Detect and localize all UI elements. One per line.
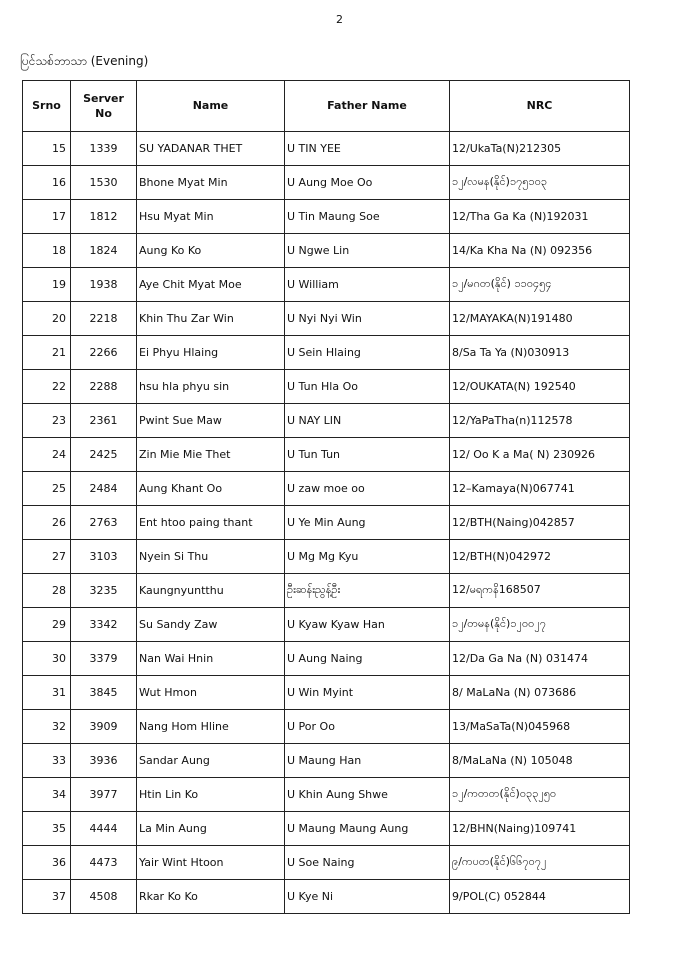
header-server-no [71, 81, 137, 132]
cell-server-no: 2266 [71, 336, 137, 370]
cell-name: Zin Mie Mie Thet [137, 438, 285, 472]
cell-srno: 36 [23, 846, 71, 880]
cell-name: Kaungnyuntthu [137, 574, 285, 608]
table-row [23, 404, 630, 438]
cell-srno: 20 [23, 302, 71, 336]
cell-server-no: 3103 [71, 540, 137, 574]
cell-server-no: 1938 [71, 268, 137, 302]
cell-nrc: 12–Kamaya(N)067741 [450, 472, 630, 506]
cell-name: Nan Wai Hnin [137, 642, 285, 676]
cell-name: Aung Khant Oo [137, 472, 285, 506]
cell-nrc: 14/Ka Kha Na (N) 092356 [450, 234, 630, 268]
table-row [23, 234, 630, 268]
table-row [23, 744, 630, 778]
cell-name: Pwint Sue Maw [137, 404, 285, 438]
cell-server-no: 2361 [71, 404, 137, 438]
table-row [23, 506, 630, 540]
cell-nrc: 12/Da Ga Na (N) 031474 [450, 642, 630, 676]
cell-father-name: U Maung Maung Aung [285, 812, 450, 846]
cell-nrc: 8/ MaLaNa (N) 073686 [450, 676, 630, 710]
page-number: 2 [336, 13, 343, 26]
cell-name: La Min Aung [137, 812, 285, 846]
cell-name: Nang Hom Hline [137, 710, 285, 744]
cell-father-name: U Ye Min Aung [285, 506, 450, 540]
cell-srno: 26 [23, 506, 71, 540]
table-row [23, 880, 630, 914]
cell-srno: 25 [23, 472, 71, 506]
table-row [23, 710, 630, 744]
cell-server-no: 2218 [71, 302, 137, 336]
cell-father-name: U Soe Naing [285, 846, 450, 880]
cell-nrc: 12/YaPaTha(n)112578 [450, 404, 630, 438]
cell-father-name: U zaw moe oo [285, 472, 450, 506]
cell-father-name: U Kye Ni [285, 880, 450, 914]
cell-server-no: 2288 [71, 370, 137, 404]
cell-father-name: U Tun Tun [285, 438, 450, 472]
cell-nrc: 12/BTH(Naing)042857 [450, 506, 630, 540]
cell-name: Su Sandy Zaw [137, 608, 285, 642]
cell-father-name: U NAY LIN [285, 404, 450, 438]
cell-srno: 24 [23, 438, 71, 472]
cell-name: Sandar Aung [137, 744, 285, 778]
cell-nrc: 12/BHN(Naing)109741 [450, 812, 630, 846]
cell-nrc: ၉/ကပတ(နိုင်)၆၆၇၀၇၂ [450, 846, 630, 880]
table-row [23, 438, 630, 472]
cell-srno: 16 [23, 166, 71, 200]
table-row [23, 336, 630, 370]
cell-server-no: 1824 [71, 234, 137, 268]
cell-name: Hsu Myat Min [137, 200, 285, 234]
cell-nrc: 12/BTH(N)042972 [450, 540, 630, 574]
table-row [23, 472, 630, 506]
cell-nrc: 12/ Oo K a Ma( N) 230926 [450, 438, 630, 472]
table-row [23, 166, 630, 200]
table-header-row [23, 81, 630, 132]
header-name: Name [137, 81, 285, 132]
table-row [23, 642, 630, 676]
cell-server-no: 4508 [71, 880, 137, 914]
cell-father-name: U Maung Han [285, 744, 450, 778]
cell-nrc: ၁၂/လမန(နိုင်)၁၇၅၁၀၃ [450, 166, 630, 200]
cell-nrc: 9/POL(C) 052844 [450, 880, 630, 914]
header-server-line1: Server [83, 91, 124, 105]
table-row [23, 268, 630, 302]
cell-nrc: ၁၂/မဂတ(နိုင်) ၁၁၀၄၅၄ [450, 268, 630, 302]
header-server-line2: No [95, 107, 112, 120]
table-row [23, 676, 630, 710]
cell-nrc: 8/Sa Ta Ya (N)030913 [450, 336, 630, 370]
cell-server-no: 3909 [71, 710, 137, 744]
header-nrc: NRC [450, 81, 630, 132]
cell-srno: 18 [23, 234, 71, 268]
table-row [23, 812, 630, 846]
table-row [23, 132, 630, 166]
cell-name: Khin Thu Zar Win [137, 302, 285, 336]
table-row [23, 608, 630, 642]
cell-srno: 15 [23, 132, 71, 166]
cell-srno: 37 [23, 880, 71, 914]
table-row [23, 778, 630, 812]
cell-name: Htin Lin Ko [137, 778, 285, 812]
cell-srno: 35 [23, 812, 71, 846]
cell-srno: 27 [23, 540, 71, 574]
cell-nrc: 12/MAYAKA(N)191480 [450, 302, 630, 336]
cell-nrc: 8/MaLaNa (N) 105048 [450, 744, 630, 778]
cell-name: Ent htoo paing thant [137, 506, 285, 540]
cell-srno: 28 [23, 574, 71, 608]
header-father-name: Father Name [285, 81, 450, 132]
cell-server-no: 1812 [71, 200, 137, 234]
cell-father-name: U Nyi Nyi Win [285, 302, 450, 336]
cell-nrc: 12/Tha Ga Ka (N)192031 [450, 200, 630, 234]
cell-server-no: 4473 [71, 846, 137, 880]
cell-nrc: ၁၂/ကတတ(နိုင်)၀၃၃၂၅၀ [450, 778, 630, 812]
cell-srno: 21 [23, 336, 71, 370]
cell-srno: 34 [23, 778, 71, 812]
cell-server-no: 3235 [71, 574, 137, 608]
cell-server-no: 3936 [71, 744, 137, 778]
cell-father-name: ဦးဆန်းညွန့်ဦး [285, 574, 450, 608]
cell-server-no: 1530 [71, 166, 137, 200]
cell-srno: 17 [23, 200, 71, 234]
section-title: ပြင်သစ်ဘာသာ (Evening) [20, 54, 149, 68]
cell-srno: 22 [23, 370, 71, 404]
cell-father-name: U Ngwe Lin [285, 234, 450, 268]
cell-server-no: 2425 [71, 438, 137, 472]
cell-father-name: U TIN YEE [285, 132, 450, 166]
cell-name: Ei Phyu Hlaing [137, 336, 285, 370]
cell-srno: 31 [23, 676, 71, 710]
cell-server-no: 3379 [71, 642, 137, 676]
table-row [23, 846, 630, 880]
cell-name: Bhone Myat Min [137, 166, 285, 200]
cell-name: SU YADANAR THET [137, 132, 285, 166]
cell-father-name: U Mg Mg Kyu [285, 540, 450, 574]
cell-server-no: 3845 [71, 676, 137, 710]
cell-father-name: U William [285, 268, 450, 302]
cell-server-no: 3342 [71, 608, 137, 642]
cell-father-name: U Khin Aung Shwe [285, 778, 450, 812]
cell-srno: 19 [23, 268, 71, 302]
cell-nrc: ၁၂/တမန(နိုင်)၁၂၀၀၂၇ [450, 608, 630, 642]
table-row [23, 200, 630, 234]
cell-nrc: 13/MaSaTa(N)045968 [450, 710, 630, 744]
cell-father-name: U Sein Hlaing [285, 336, 450, 370]
cell-srno: 23 [23, 404, 71, 438]
cell-nrc: 12/မရကနိ168507 [450, 574, 630, 608]
cell-father-name: U Kyaw Kyaw Han [285, 608, 450, 642]
cell-name: Aye Chit Myat Moe [137, 268, 285, 302]
cell-server-no: 2484 [71, 472, 137, 506]
cell-name: Yair Wint Htoon [137, 846, 285, 880]
table-row [23, 540, 630, 574]
cell-father-name: U Tun Hla Oo [285, 370, 450, 404]
student-table [22, 80, 630, 914]
cell-srno: 33 [23, 744, 71, 778]
cell-srno: 30 [23, 642, 71, 676]
cell-server-no: 3977 [71, 778, 137, 812]
cell-name: Wut Hmon [137, 676, 285, 710]
cell-server-no: 1339 [71, 132, 137, 166]
table-row [23, 370, 630, 404]
cell-name: Nyein Si Thu [137, 540, 285, 574]
cell-father-name: U Aung Moe Oo [285, 166, 450, 200]
cell-name: hsu hla phyu sin [137, 370, 285, 404]
cell-father-name: U Win Myint [285, 676, 450, 710]
cell-server-no: 4444 [71, 812, 137, 846]
table-row [23, 574, 630, 608]
cell-nrc: 12/UkaTa(N)212305 [450, 132, 630, 166]
cell-server-no: 2763 [71, 506, 137, 540]
header-srno: Srno [23, 81, 71, 132]
cell-srno: 29 [23, 608, 71, 642]
cell-father-name: U Aung Naing [285, 642, 450, 676]
cell-father-name: U Por Oo [285, 710, 450, 744]
cell-name: Rkar Ko Ko [137, 880, 285, 914]
cell-name: Aung Ko Ko [137, 234, 285, 268]
cell-nrc: 12/OUKATA(N) 192540 [450, 370, 630, 404]
cell-srno: 32 [23, 710, 71, 744]
cell-father-name: U Tin Maung Soe [285, 200, 450, 234]
table-row [23, 302, 630, 336]
